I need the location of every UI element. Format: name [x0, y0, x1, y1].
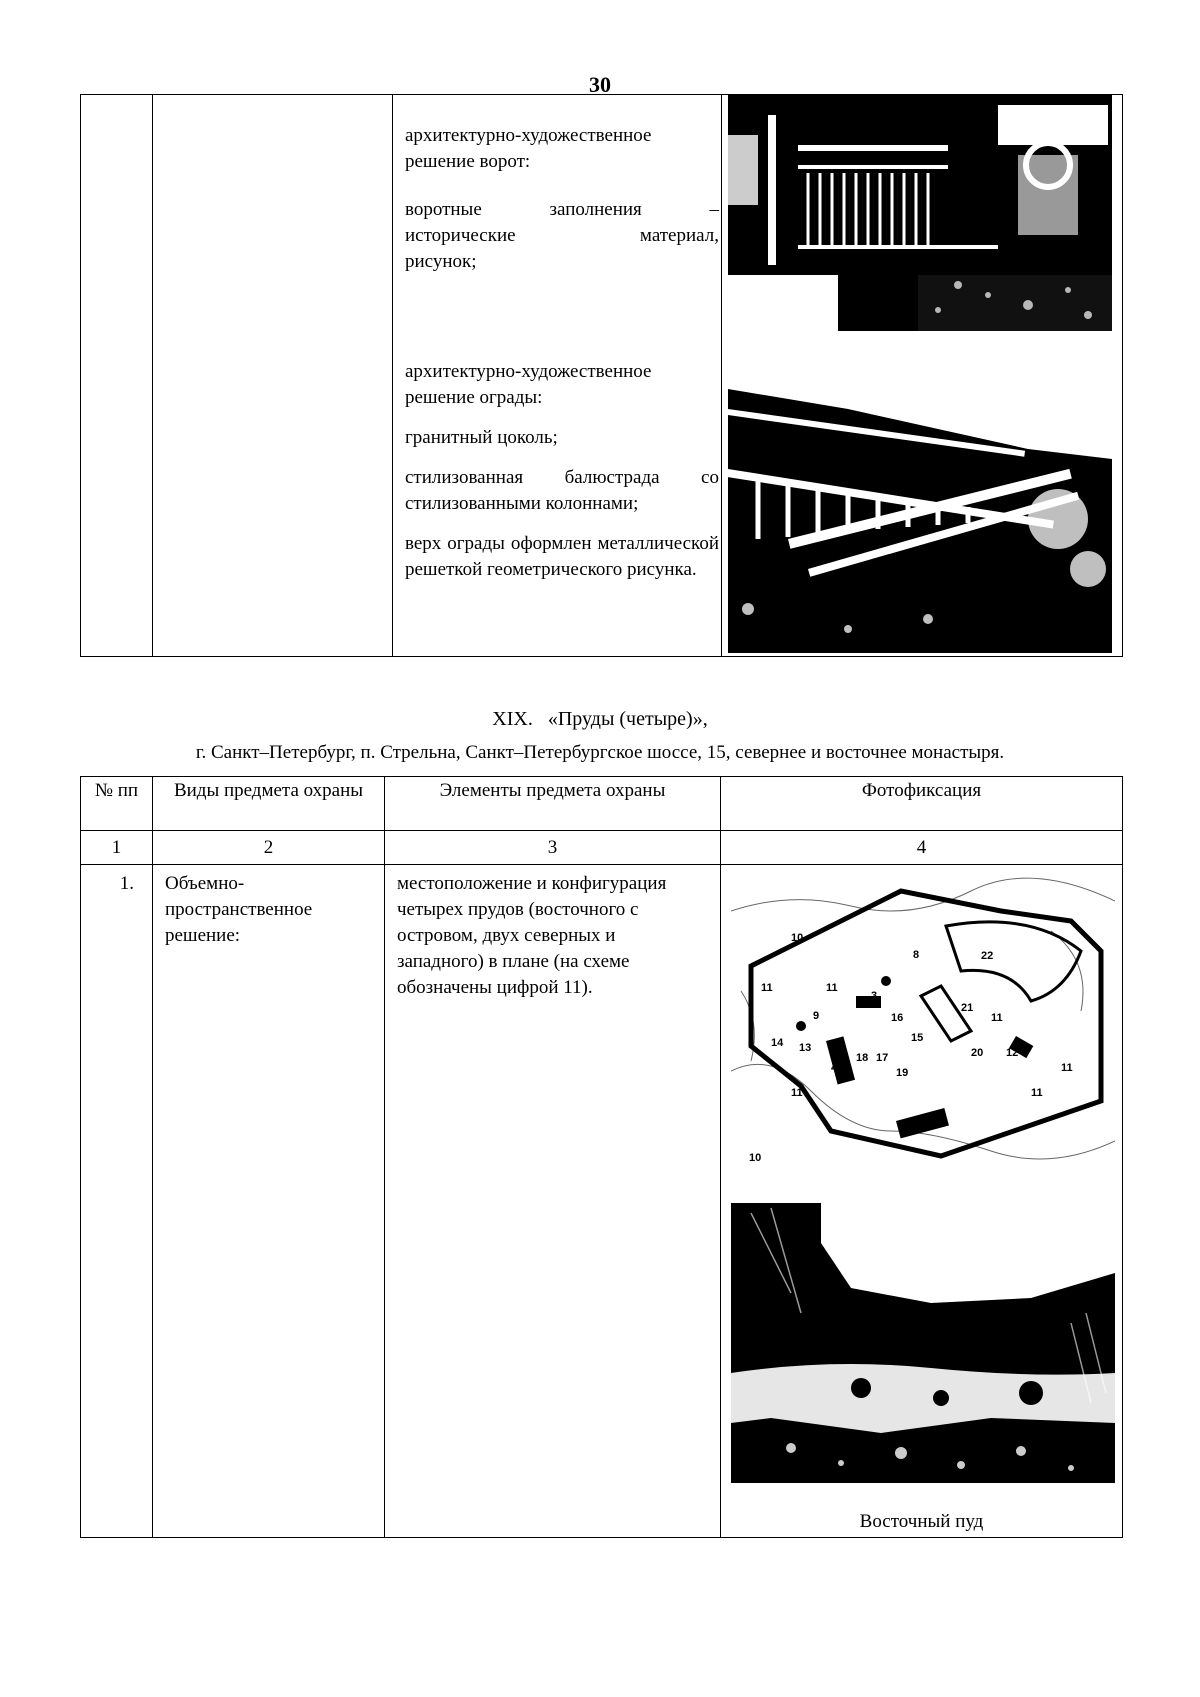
photo-caption: Восточный пуд: [859, 1511, 984, 1532]
map-label: 20: [971, 1047, 984, 1059]
fence-item-1: гранитный цоколь;: [405, 426, 558, 448]
row-num: 1.: [81, 865, 153, 1538]
gate-photo: [728, 95, 1112, 331]
top-table: [80, 94, 1123, 657]
colnum-1: 1: [81, 831, 153, 865]
gate-word-5: материал,: [639, 225, 719, 246]
fence-photo: [728, 369, 1112, 653]
map-label: 3: [871, 990, 878, 1002]
map-label: 17: [876, 1052, 889, 1064]
fence-item-2: стилизованная балюстрада со стилизованными колоннами;: [405, 466, 719, 514]
gate-word-6: рисунок;: [405, 251, 477, 272]
map-label: 11: [1031, 1087, 1043, 1099]
fence-photo-cell: [722, 339, 1123, 657]
row-element: местоположение и конфигурация четырех прудов (восточного с островом, двух северных и западного) в плане (на схеме обозначены цифрой 11).: [385, 865, 721, 1538]
row-photos: [721, 865, 1123, 1538]
colnum-4: 4: [721, 831, 1123, 865]
fence-description-cell: [393, 339, 722, 657]
map-label: 16: [891, 1012, 904, 1024]
map-label: 15: [911, 1032, 924, 1044]
east-pond-photo: [731, 1203, 1115, 1483]
map-label: 4: [831, 1062, 838, 1074]
gate-word-1: воротные: [405, 199, 482, 220]
gate-word-3: –: [709, 199, 719, 220]
header-elements: Элементы предмета охраны: [385, 777, 721, 831]
header-num: № пп: [81, 777, 153, 831]
map-label: 10: [791, 932, 804, 944]
gate-title: архитектурно-художественное решение ворот:: [405, 125, 652, 172]
map-label: 10: [749, 1152, 762, 1164]
colnum-2: 2: [153, 831, 385, 865]
map-label: 11: [1061, 1062, 1073, 1074]
map-label: 22: [981, 950, 994, 962]
gate-word-2: заполнения: [549, 199, 642, 220]
empty-num-cell: [81, 95, 153, 657]
map-label: 13: [799, 1042, 812, 1054]
page-number: 30: [589, 72, 611, 97]
map-label: 12: [1006, 1047, 1019, 1059]
header-photo: Фотофиксация: [721, 777, 1123, 831]
main-table: [80, 776, 1123, 1538]
fence-title: архитектурно-художественное решение ограды:: [405, 360, 652, 408]
gate-word-4: исторические: [405, 225, 516, 246]
map-label: 21: [961, 1002, 974, 1014]
section-address: г. Санкт–Петербург, п. Стрельна, Санкт–Петербургское шоссе, 15, севернее и восточнее монастыря.: [195, 742, 1005, 763]
map-label: 11: [791, 1087, 803, 1099]
site-plan-map: [731, 871, 1115, 1171]
empty-type-cell: [153, 95, 393, 657]
map-label: 8: [913, 949, 920, 961]
fence-item-3: верх ограды оформлен металлической решеткой геометрического рисунка.: [405, 532, 719, 580]
map-label: 11: [991, 1012, 1003, 1024]
map-label: 11: [826, 982, 838, 994]
map-label: 14: [771, 1037, 784, 1049]
map-label: 18: [856, 1052, 869, 1064]
gate-photo-cell: [722, 95, 1123, 339]
map-label: 11: [761, 982, 773, 994]
map-label: 9: [813, 1010, 820, 1022]
section-title: XIX. «Пруды (четыре)»,: [492, 708, 708, 730]
map-label: 19: [896, 1067, 909, 1079]
gate-description-cell: [393, 95, 722, 339]
colnum-3: 3: [385, 831, 721, 865]
header-type: Виды предмета охраны: [153, 777, 385, 831]
row-type: Объемно-пространственное решение:: [153, 865, 385, 1538]
